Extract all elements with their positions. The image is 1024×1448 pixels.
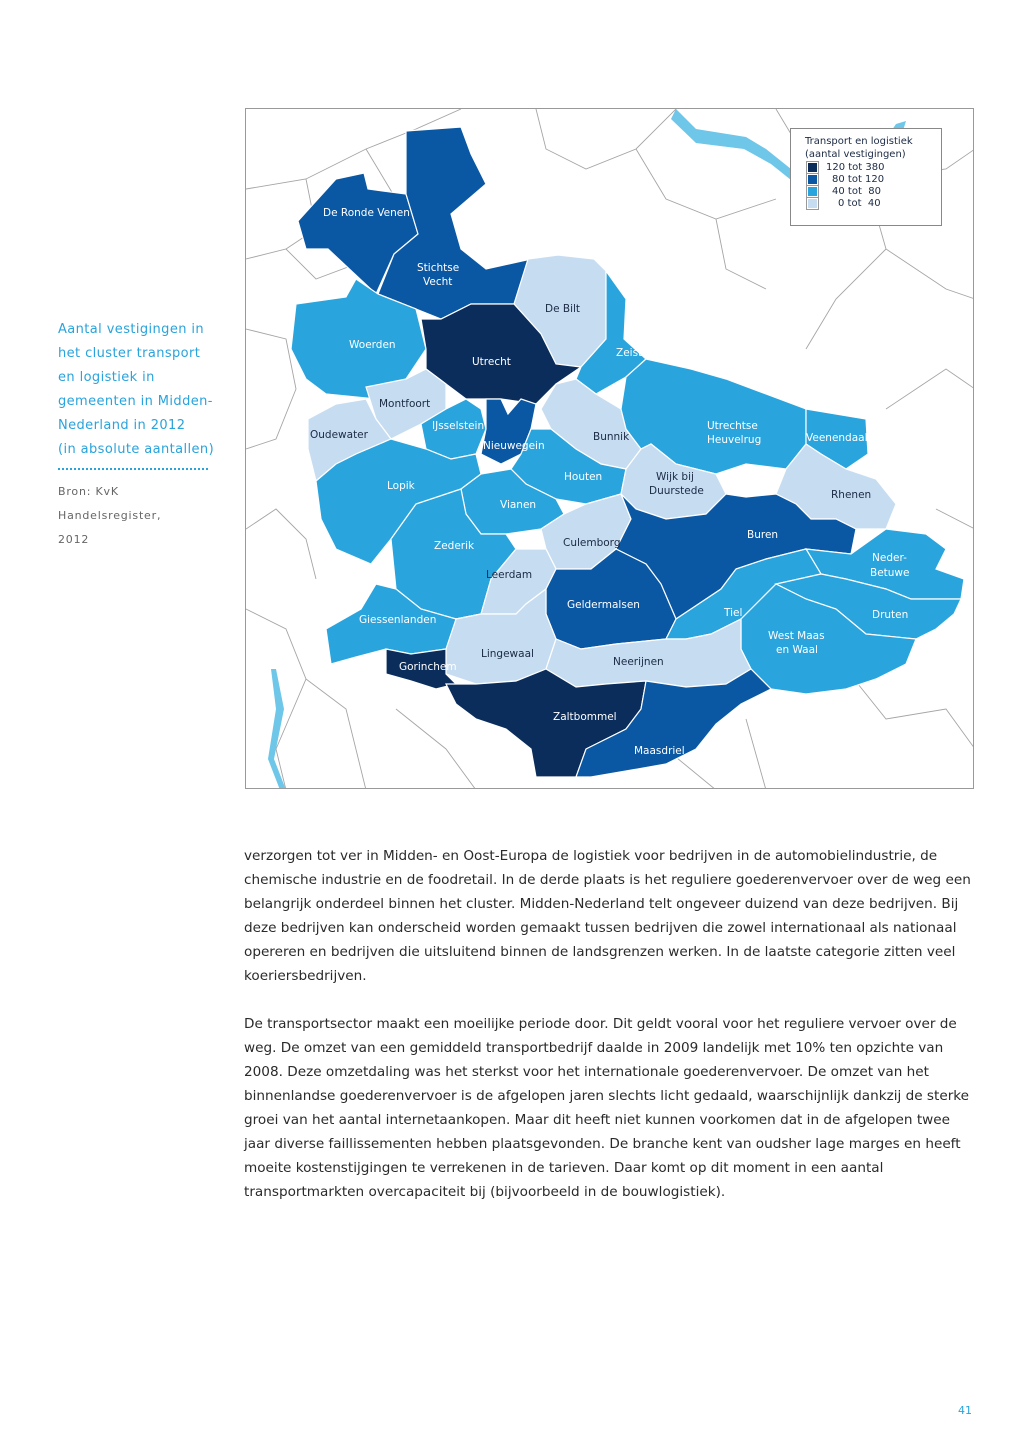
legend-swatch [807,174,818,185]
label-utrecht: Utrecht [472,356,511,368]
label-west-maas-en-waal-2: en Waal [776,644,818,656]
label-zederik: Zederik [434,540,475,552]
legend-row [807,185,941,197]
paragraph: verzorgen tot ver in Midden- en Oost-Europa de logistiek voor bedrijven in de automobielindustrie, de chemische industrie en de foodretail. In de derde plaats is het reguliere goederenvervoer over de weg een belangrijk onderdeel binnen het cluster. Midden-Nederland telt ongeveer duizend van deze bedrijven. Bij deze bedrijven kan onderscheid worden gemaakt tussen bedrijven die zowel internationaal als nationaal opereren en bedrijven die uitsluitend binnen de landsgrenzen werken. In de laatste categorie zitten veel koeriersbedrijven. [244,848,971,984]
label-buren: Buren [747,529,779,541]
legend-swatch [807,162,818,173]
map-caption-sidebar [58,318,218,552]
label-zaltbommel: Zaltbommel [553,711,617,723]
label-culemborg: Culemborg [563,537,621,549]
legend-title: Transport en logistiek [805,136,913,147]
legend-subtitle: (aantal vestigingen) [805,149,906,160]
label-giessenlanden: Giessenlanden [359,614,437,626]
page-number: 41 [958,1404,972,1417]
label-geldermalsen: Geldermalsen [567,599,640,611]
label-maasdriel: Maasdriel [634,745,685,757]
dotted-divider [58,468,208,470]
legend-swatch [807,198,818,209]
label-stichtse-vecht-1: Stichtse [417,262,460,274]
label-montfoort: Montfoort [379,398,431,410]
legend-label: 40 tot 80 [832,185,881,197]
label-stichtse-vecht-2: Vecht [423,276,453,288]
caption-line: het cluster transport [58,346,201,361]
label-gorinchem: Gorinchem [399,661,457,673]
label-vianen: Vianen [500,499,537,511]
label-neder-betuwe-2: Betuwe [870,567,910,579]
legend-label: 120 tot 380 [826,161,885,173]
label-houten: Houten [564,471,603,483]
label-oudewater: Oudewater [310,429,368,441]
legend-label: 0 tot 40 [838,197,881,209]
caption-line: Aantal vestigingen in [58,322,205,337]
legend-row [807,173,941,185]
label-wijk-bij-duurstede-1: Wijk bij [656,471,694,483]
label-veenendaal: Veenendaal [806,432,868,444]
legend-row [807,197,941,209]
source-line: 2012 [58,533,90,546]
label-wijk-bij-duurstede-2: Duurstede [649,485,704,497]
label-tiel: Tiel [724,607,743,619]
caption-line: (in absolute aantallen) [58,442,215,457]
label-ijsselstein: IJsselstein [432,420,485,432]
river [268,669,286,789]
label-woerden: Woerden [349,339,396,351]
caption-line: en logistiek in [58,370,155,385]
label-druten: Druten [872,609,909,621]
label-west-maas-en-waal-1: West Maas [768,630,825,642]
legend-label: 80 tot 120 [832,173,885,185]
label-lopik: Lopik [387,480,415,492]
label-bunnik: Bunnik [593,431,630,443]
caption-line: gemeenten in Midden- [58,394,213,409]
label-de-ronde-venen: De Ronde Venen [323,207,410,219]
map-legend [790,128,942,226]
label-neerijnen: Neerijnen [613,656,664,668]
label-rhenen: Rhenen [831,489,872,501]
label-neder-betuwe-1: Neder- [872,552,907,564]
label-de-bilt: De Bilt [545,303,581,315]
label-lingewaal: Lingewaal [481,648,534,660]
label-utrechtse-heuvelrug-1: Utrechtse [707,420,758,432]
label-zeist: Zeist [616,347,643,359]
paragraph: De transportsector maakt een moeilijke periode door. Dit geldt vooral voor het reguliere vervoer over de weg. De omzet van een gemiddeld transportbedrijf daalde in 2009 landelijk met 10% ten opzichte van 2008. Deze omzetdaling was het sterkst voor het internationale goederenvervoer. De omzet van het binnenlandse goederenvervoer is de afgelopen jaren slechts licht gedaald, waarschijnlijk dankzij de sterke groei van het aantal internetaankopen. Maar dit heeft niet kunnen voorkomen dat in de afgelopen twee jaar diverse faillissementen hebben plaatsgevonden. De branche kent van oudsher lage marges en heeft moeite kostenstijgingen te verrekenen in de tarieven. Daar komt op dit moment in een aantal transportmarkten overcapaciteit bij (bijvoorbeeld in de bouwlogistiek). [244,1016,970,1200]
label-leerdam: Leerdam [486,569,533,581]
caption-line: Nederland in 2012 [58,418,186,433]
legend-swatch [807,186,818,197]
label-utrechtse-heuvelrug-2: Heuvelrug [707,434,762,446]
source-line: Bron: KvK Handelsregister, [58,485,162,522]
label-nieuwegein: Nieuwegein [483,440,545,452]
legend-row [807,161,941,173]
body-text [244,844,979,1228]
